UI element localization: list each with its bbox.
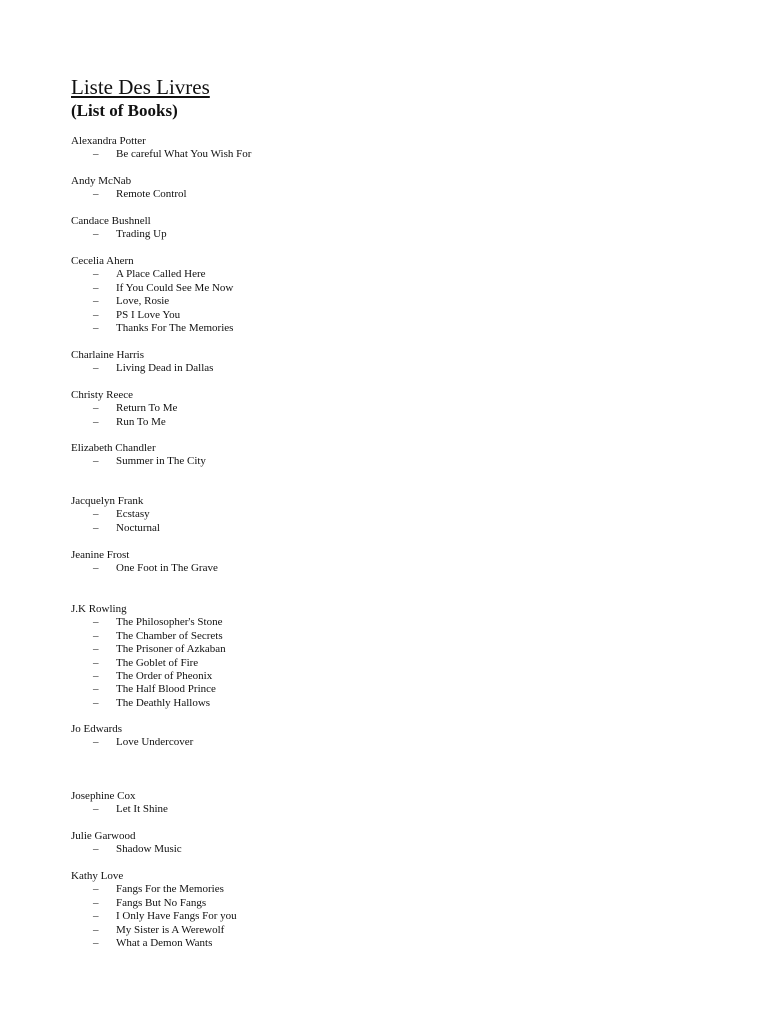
book-title: The Philosopher's Stone <box>116 616 223 629</box>
dash-bullet: – <box>93 923 99 936</box>
dash-bullet: – <box>93 910 99 923</box>
dash-bullet: – <box>93 683 99 696</box>
book-title: Love, Rosie <box>116 295 170 308</box>
page-title: Liste Des Livres <box>71 75 210 99</box>
book-title: Trading Up <box>116 228 167 241</box>
book-title: One Foot in The Grave <box>116 562 218 575</box>
dash-bullet: – <box>93 696 99 709</box>
book-title: Ecstasy <box>116 508 150 521</box>
book-title: Love Undercover <box>116 736 194 749</box>
dash-bullet: – <box>93 521 99 534</box>
book-title: Let It Shine <box>116 803 168 816</box>
dash-bullet: – <box>93 803 99 816</box>
dash-bullet: – <box>93 616 99 629</box>
book-title: Thanks For The Memories <box>116 321 234 334</box>
dash-bullet: – <box>93 415 99 428</box>
book-title: My Sister is A Werewolf <box>116 923 225 936</box>
dash-bullet: – <box>93 148 99 161</box>
author-name: Andy McNab <box>71 175 132 187</box>
dash-bullet: – <box>93 736 99 749</box>
author-name: Elizabeth Chandler <box>71 442 156 454</box>
dash-bullet: – <box>93 843 99 856</box>
dash-bullet: – <box>93 629 99 642</box>
book-title: The Goblet of Fire <box>116 656 199 669</box>
dash-bullet: – <box>93 562 99 575</box>
book-title: Living Dead in Dallas <box>116 362 214 375</box>
dash-bullet: – <box>93 308 99 321</box>
book-title: The Deathly Hallows <box>116 696 211 709</box>
author-name: Alexandra Potter <box>71 135 146 147</box>
dash-bullet: – <box>93 883 99 896</box>
dash-bullet: – <box>93 188 99 201</box>
book-title: Be careful What You Wish For <box>116 148 252 161</box>
book-title: Remote Control <box>116 188 187 201</box>
book-title: I Only Have Fangs For you <box>116 910 237 923</box>
book-title: The Half Blood Prince <box>116 683 216 696</box>
author-name: Charlaine Harris <box>71 349 144 361</box>
dash-bullet: – <box>93 669 99 682</box>
author-name: Jacquelyn Frank <box>71 495 144 507</box>
author-name: Christy Reece <box>71 389 134 401</box>
dash-bullet: – <box>93 656 99 669</box>
dash-bullet: – <box>93 281 99 294</box>
dash-bullet: – <box>93 268 99 281</box>
dash-bullet: – <box>93 455 99 468</box>
book-title: The Chamber of Secrets <box>116 629 223 642</box>
book-title: Nocturnal <box>116 521 160 534</box>
dash-bullet: – <box>93 508 99 521</box>
author-name: Cecelia Ahern <box>71 255 134 267</box>
book-title: The Prisoner of Azkaban <box>116 643 226 656</box>
author-name: Candace Bushnell <box>71 215 151 227</box>
book-title: If You Could See Me Now <box>116 281 234 294</box>
book-title: The Order of Pheonix <box>116 669 213 682</box>
dash-bullet: – <box>93 362 99 375</box>
dash-bullet: – <box>93 936 99 949</box>
author-name: J.K Rowling <box>71 603 127 615</box>
book-title: Fangs But No Fangs <box>116 896 207 909</box>
book-title: Run To Me <box>116 415 166 428</box>
book-title: Return To Me <box>116 402 178 415</box>
book-title: PS I Love You <box>116 308 181 321</box>
book-title: Fangs For the Memories <box>116 883 224 896</box>
author-name: Jo Edwards <box>71 723 123 735</box>
book-title: Shadow Music <box>116 843 182 856</box>
author-name: Julie Garwood <box>71 830 136 842</box>
dash-bullet: – <box>93 295 99 308</box>
dash-bullet: – <box>93 896 99 909</box>
dash-bullet: – <box>93 643 99 656</box>
author-name: Kathy Love <box>71 870 124 882</box>
page-subtitle: (List of Books) <box>71 101 178 120</box>
dash-bullet: – <box>93 228 99 241</box>
dash-bullet: – <box>93 321 99 334</box>
dash-bullet: – <box>93 402 99 415</box>
author-name: Josephine Cox <box>71 790 136 802</box>
book-title: A Place Called Here <box>116 268 206 281</box>
author-name: Jeanine Frost <box>71 549 130 561</box>
book-title: What a Demon Wants <box>116 936 213 949</box>
book-title: Summer in The City <box>116 455 206 468</box>
